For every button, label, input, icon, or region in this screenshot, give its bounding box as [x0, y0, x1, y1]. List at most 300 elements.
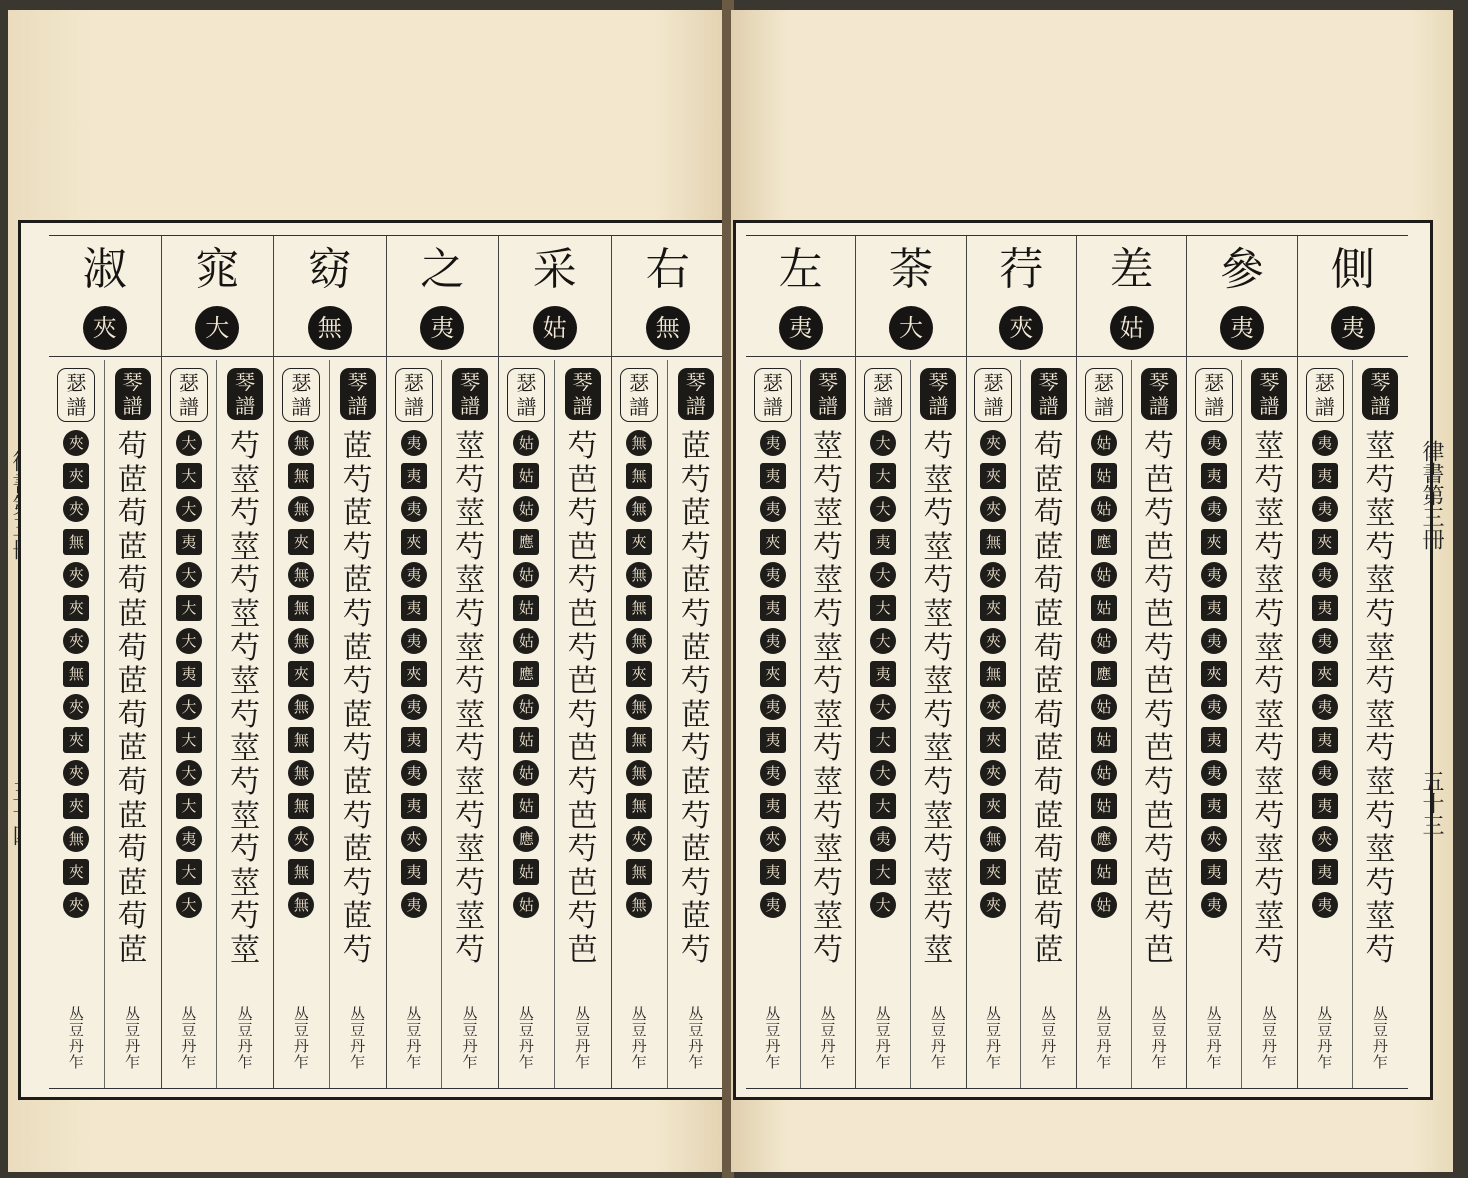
lyric-character: 差 [1109, 244, 1154, 295]
lyric-character: 右 [645, 244, 690, 295]
se-note: 夷 [401, 496, 427, 522]
se-note-sequence [760, 430, 786, 925]
se-note: 夷 [870, 661, 896, 687]
se-note: 姑 [1091, 562, 1117, 588]
se-notation-label: 瑟譜 [974, 368, 1012, 422]
se-note: 夾 [760, 826, 786, 852]
qin-tablature-text: 莖芍莖芍莖芍莖芍莖芍莖芍莖芍莖芍 [455, 429, 486, 968]
header-divider [274, 356, 386, 357]
se-note: 大 [870, 694, 896, 720]
se-note: 大 [176, 628, 202, 654]
se-note: 夾 [63, 892, 89, 918]
column-footer-label: 丛豆丹乍 [763, 1006, 782, 1070]
se-note: 夾 [980, 628, 1006, 654]
column-footer-label: 丛豆丹乍 [818, 1006, 837, 1070]
se-note: 無 [626, 727, 652, 753]
se-note: 夾 [63, 859, 89, 885]
left-score-panel [49, 235, 724, 1089]
se-note: 姑 [1091, 793, 1117, 819]
se-note: 夾 [1312, 826, 1338, 852]
se-note: 應 [513, 826, 539, 852]
se-note: 大 [176, 463, 202, 489]
se-note: 夷 [760, 430, 786, 456]
se-note: 大 [870, 595, 896, 621]
qin-notation-label: 琴譜 [920, 368, 956, 420]
column-footer-label: 丛豆丹乍 [629, 1006, 648, 1070]
se-note: 夾 [626, 826, 652, 852]
se-note: 無 [63, 826, 89, 852]
column-footer-label: 丛豆丹乍 [235, 1006, 254, 1070]
column-footer-label: 丛豆丹乍 [1204, 1006, 1223, 1070]
qin-notation-column [668, 360, 724, 1088]
se-notation-label: 瑟譜 [170, 368, 208, 422]
qin-notation-label: 琴譜 [340, 368, 376, 420]
right-print-block [733, 220, 1433, 1100]
se-note: 無 [980, 661, 1006, 687]
pitch-note-badge: 夷 [1331, 306, 1375, 350]
se-note: 夷 [760, 859, 786, 885]
se-note: 無 [288, 562, 314, 588]
se-note: 夷 [1312, 628, 1338, 654]
se-note-sequence [626, 430, 652, 925]
se-note: 夾 [626, 661, 652, 687]
right-page [731, 10, 1453, 1172]
column-footer-label: 丛豆丹乍 [516, 1006, 535, 1070]
se-note: 夾 [63, 562, 89, 588]
se-note: 夷 [1312, 496, 1338, 522]
qin-tablature-text: 苟茝苟茝苟茝苟茝苟茝苟茝苟茝苟茝 [1033, 429, 1064, 968]
se-note: 夷 [176, 529, 202, 555]
se-note: 無 [288, 760, 314, 786]
se-note: 姑 [1091, 595, 1117, 621]
se-notation-label: 瑟譜 [507, 368, 545, 422]
se-note: 夾 [1201, 826, 1227, 852]
column-footer-label: 丛豆丹乍 [1259, 1006, 1278, 1070]
se-note: 夷 [760, 628, 786, 654]
se-note: 無 [626, 892, 652, 918]
pitch-note-badge: 姑 [533, 306, 577, 350]
se-note: 大 [176, 892, 202, 918]
se-note: 無 [288, 496, 314, 522]
se-note: 夷 [1201, 562, 1227, 588]
se-note: 夷 [401, 694, 427, 720]
se-note: 夷 [1312, 892, 1338, 918]
se-note: 無 [288, 694, 314, 720]
se-note: 夾 [980, 727, 1006, 753]
pitch-note-badge: 夷 [779, 306, 823, 350]
se-note: 姑 [1091, 892, 1117, 918]
se-note: 夷 [1201, 859, 1227, 885]
qin-notation-column [1242, 360, 1297, 1088]
se-note: 無 [626, 496, 652, 522]
se-note: 無 [288, 430, 314, 456]
qin-notation-column [1353, 360, 1408, 1088]
se-note: 夾 [288, 661, 314, 687]
se-note-sequence [63, 430, 89, 925]
qin-tablature-text: 茝芍茝芍茝芍茝芍茝芍茝芍茝芍茝芍 [342, 429, 373, 968]
pitch-note-badge: 大 [195, 306, 239, 350]
se-note: 夾 [980, 562, 1006, 588]
se-note: 夾 [63, 463, 89, 489]
se-note: 無 [626, 595, 652, 621]
se-notation-label: 瑟譜 [282, 368, 320, 422]
se-note: 夾 [980, 430, 1006, 456]
se-note: 夷 [870, 529, 896, 555]
pitch-note-badge: 夾 [83, 306, 127, 350]
se-note: 姑 [1091, 496, 1117, 522]
column-footer-label: 丛豆丹乍 [66, 1006, 85, 1070]
se-note: 夾 [1201, 529, 1227, 555]
se-note: 姑 [1091, 430, 1117, 456]
se-note: 大 [176, 430, 202, 456]
se-note: 姑 [513, 628, 539, 654]
lyric-column [612, 236, 725, 1088]
se-notation-column [1077, 360, 1132, 1088]
column-footer-label: 丛豆丹乍 [291, 1006, 310, 1070]
se-note: 夷 [1312, 859, 1338, 885]
qin-notation-column [330, 360, 386, 1088]
se-notation-label: 瑟譜 [864, 368, 902, 422]
header-divider [499, 356, 611, 357]
se-note-sequence [176, 430, 202, 925]
qin-tablature-text: 芍芭芍芭芍芭芍芭芍芭芍芭芍芭芍芭 [1143, 429, 1174, 968]
lyric-character: 左 [778, 244, 823, 295]
se-note: 夷 [176, 661, 202, 687]
se-note: 大 [870, 793, 896, 819]
se-note: 大 [176, 793, 202, 819]
se-note: 姑 [1091, 760, 1117, 786]
se-note-sequence [288, 430, 314, 925]
se-note: 應 [1091, 529, 1117, 555]
se-note: 夷 [760, 793, 786, 819]
se-note: 夾 [980, 760, 1006, 786]
se-note: 夷 [1312, 595, 1338, 621]
se-notation-column [967, 360, 1022, 1088]
se-note: 夾 [63, 760, 89, 786]
right-score-panel [746, 235, 1408, 1089]
se-note: 大 [176, 562, 202, 588]
se-note: 大 [176, 859, 202, 885]
se-note: 大 [870, 727, 896, 753]
lyric-column [387, 236, 500, 1088]
lyric-character: 窈 [307, 244, 352, 295]
se-note: 夾 [401, 826, 427, 852]
se-note: 夾 [401, 529, 427, 555]
se-notation-column [162, 360, 218, 1088]
se-note: 姑 [1091, 694, 1117, 720]
se-note: 大 [870, 562, 896, 588]
header-divider [612, 356, 725, 357]
qin-notation-label: 琴譜 [1141, 368, 1177, 420]
se-note: 姑 [513, 562, 539, 588]
se-note: 夷 [1312, 430, 1338, 456]
se-note: 大 [176, 760, 202, 786]
qin-notation-label: 琴譜 [1251, 368, 1287, 420]
se-notation-column [499, 360, 555, 1088]
qin-notation-label: 琴譜 [565, 368, 601, 420]
qin-tablature-text: 莖芍莖芍莖芍莖芍莖芍莖芍莖芍莖芍 [812, 429, 843, 968]
se-notation-column [1298, 360, 1353, 1088]
se-note: 夷 [1312, 694, 1338, 720]
se-note: 無 [626, 859, 652, 885]
header-divider [1298, 356, 1408, 357]
se-note: 夷 [760, 727, 786, 753]
lyric-column [1298, 236, 1408, 1088]
se-note: 姑 [513, 496, 539, 522]
se-note: 夷 [401, 727, 427, 753]
se-notation-column [1187, 360, 1242, 1088]
qin-notation-column [442, 360, 498, 1088]
se-note: 應 [513, 529, 539, 555]
header-divider [856, 356, 965, 357]
se-note: 無 [980, 529, 1006, 555]
se-note: 應 [1091, 826, 1117, 852]
se-note: 無 [626, 430, 652, 456]
se-note: 夾 [1312, 661, 1338, 687]
pitch-note-badge: 大 [889, 306, 933, 350]
header-divider [1077, 356, 1186, 357]
se-note: 夷 [760, 562, 786, 588]
se-notation-column [612, 360, 668, 1088]
se-note: 夷 [760, 892, 786, 918]
lyric-character: 淑 [82, 244, 127, 295]
se-note: 夾 [760, 661, 786, 687]
se-notation-label: 瑟譜 [1085, 368, 1123, 422]
se-note: 姑 [513, 760, 539, 786]
qin-notation-label: 琴譜 [1031, 368, 1067, 420]
se-note: 大 [870, 760, 896, 786]
column-footer-label: 丛豆丹乍 [873, 1006, 892, 1070]
se-note: 夷 [1201, 694, 1227, 720]
qin-tablature-text: 茝芍茝芍茝芍茝芍茝芍茝芍茝芍茝芍 [680, 429, 711, 968]
se-note: 夾 [63, 694, 89, 720]
se-note: 夷 [1201, 793, 1227, 819]
pitch-note-badge: 姑 [1110, 306, 1154, 350]
lyric-column [499, 236, 612, 1088]
se-note: 大 [870, 892, 896, 918]
qin-tablature-text: 苟茝苟茝苟茝苟茝苟茝苟茝苟茝苟茝 [117, 429, 148, 968]
se-note: 姑 [513, 727, 539, 753]
se-note: 夷 [1312, 793, 1338, 819]
qin-notation-label: 琴譜 [1362, 368, 1398, 420]
column-footer-label: 丛豆丹乍 [928, 1006, 947, 1070]
se-notation-column [387, 360, 443, 1088]
lyric-character: 荇 [999, 244, 1044, 295]
se-note: 姑 [513, 463, 539, 489]
se-note: 夾 [626, 529, 652, 555]
pitch-note-badge: 夷 [1220, 306, 1264, 350]
header-divider [387, 356, 499, 357]
qin-tablature-text: 芍芭芍芭芍芭芍芭芍芭芍芭芍芭芍芭 [567, 429, 598, 968]
se-note: 夾 [63, 793, 89, 819]
lyric-character: 采 [532, 244, 577, 295]
se-note: 夷 [401, 430, 427, 456]
se-note: 夾 [980, 859, 1006, 885]
se-note: 夷 [401, 595, 427, 621]
column-footer-label: 丛豆丹乍 [1094, 1006, 1113, 1070]
lyric-column [162, 236, 275, 1088]
se-note: 夾 [1312, 529, 1338, 555]
lyric-column [1187, 236, 1297, 1088]
se-notation-label: 瑟譜 [57, 368, 95, 422]
column-footer-label: 丛豆丹乍 [1039, 1006, 1058, 1070]
qin-notation-column [105, 360, 161, 1088]
se-note: 大 [870, 628, 896, 654]
se-note: 姑 [513, 694, 539, 720]
se-note: 夷 [1312, 727, 1338, 753]
qin-notation-column [217, 360, 273, 1088]
se-note: 夷 [1201, 760, 1227, 786]
qin-notation-column [911, 360, 966, 1088]
pitch-note-badge: 夷 [420, 306, 464, 350]
se-note: 姑 [513, 430, 539, 456]
se-note: 夷 [401, 892, 427, 918]
lyric-column [274, 236, 387, 1088]
se-note: 姑 [1091, 727, 1117, 753]
se-note: 大 [176, 595, 202, 621]
column-footer-label: 丛豆丹乍 [1149, 1006, 1168, 1070]
se-note-sequence [1312, 430, 1338, 925]
se-note: 夾 [1201, 661, 1227, 687]
header-divider [49, 356, 161, 357]
se-notation-column [274, 360, 330, 1088]
se-note: 無 [288, 595, 314, 621]
se-note: 夷 [760, 595, 786, 621]
se-note: 夾 [980, 595, 1006, 621]
se-note-sequence [980, 430, 1006, 925]
se-note: 無 [288, 793, 314, 819]
qin-notation-column [555, 360, 611, 1088]
se-note: 夾 [63, 430, 89, 456]
lyric-column [967, 236, 1077, 1088]
column-footer-label: 丛豆丹乍 [686, 1006, 705, 1070]
lyric-character: 側 [1330, 244, 1375, 295]
header-divider [1187, 356, 1296, 357]
se-note: 無 [626, 463, 652, 489]
left-page [8, 10, 724, 1172]
se-note: 夷 [1312, 463, 1338, 489]
se-note: 大 [176, 727, 202, 753]
se-note: 夷 [870, 826, 896, 852]
se-note: 夾 [980, 496, 1006, 522]
qin-notation-label: 琴譜 [810, 368, 846, 420]
se-note: 夷 [760, 496, 786, 522]
se-note: 夷 [401, 760, 427, 786]
qin-notation-label: 琴譜 [115, 368, 151, 420]
se-notation-label: 瑟譜 [395, 368, 433, 422]
lyric-column [856, 236, 966, 1088]
se-note: 夷 [760, 463, 786, 489]
se-note: 無 [626, 628, 652, 654]
se-note: 大 [176, 496, 202, 522]
se-note: 夾 [980, 793, 1006, 819]
se-note: 夷 [1201, 595, 1227, 621]
se-note: 姑 [1091, 628, 1117, 654]
qin-notation-column [1021, 360, 1076, 1088]
se-note: 夷 [1312, 760, 1338, 786]
qin-notation-column [801, 360, 856, 1088]
se-note: 大 [870, 430, 896, 456]
lyric-character: 參 [1219, 244, 1264, 295]
se-note: 無 [626, 793, 652, 819]
se-note: 無 [626, 562, 652, 588]
se-note: 夷 [1201, 892, 1227, 918]
se-note: 姑 [513, 859, 539, 885]
se-note: 夷 [1312, 562, 1338, 588]
se-note: 無 [626, 694, 652, 720]
se-note: 夷 [401, 628, 427, 654]
se-notation-label: 瑟譜 [620, 368, 658, 422]
se-note: 無 [63, 529, 89, 555]
qin-notation-column [1132, 360, 1187, 1088]
se-note: 大 [870, 859, 896, 885]
qin-notation-label: 琴譜 [227, 368, 263, 420]
se-note-sequence [401, 430, 427, 925]
lyric-column [746, 236, 856, 1088]
se-note: 夷 [1201, 430, 1227, 456]
se-note: 夾 [980, 463, 1006, 489]
right-margin-page: 五十三 [1419, 770, 1444, 836]
se-note: 夾 [288, 529, 314, 555]
se-notation-label: 瑟譜 [1195, 368, 1233, 422]
pitch-note-badge: 夾 [999, 306, 1043, 350]
column-footer-label: 丛豆丹乍 [573, 1006, 592, 1070]
header-divider [162, 356, 274, 357]
qin-notation-label: 琴譜 [678, 368, 714, 420]
se-note: 姑 [513, 892, 539, 918]
se-note: 夾 [760, 529, 786, 555]
column-footer-label: 丛豆丹乍 [460, 1006, 479, 1070]
header-divider [967, 356, 1076, 357]
se-note: 夷 [1201, 463, 1227, 489]
se-note: 夷 [401, 562, 427, 588]
se-note: 應 [1091, 661, 1117, 687]
lyric-character: 窕 [195, 244, 240, 295]
column-footer-label: 丛豆丹乍 [983, 1006, 1002, 1070]
se-note: 姑 [513, 793, 539, 819]
se-notation-column [49, 360, 105, 1088]
se-note: 無 [288, 859, 314, 885]
se-note: 姑 [1091, 463, 1117, 489]
se-note: 姑 [1091, 859, 1117, 885]
se-notation-column [856, 360, 911, 1088]
se-note: 姑 [513, 595, 539, 621]
se-note: 夾 [63, 628, 89, 654]
se-note: 夾 [401, 661, 427, 687]
column-footer-label: 丛豆丹乍 [179, 1006, 198, 1070]
se-notation-column [746, 360, 801, 1088]
column-footer-label: 丛豆丹乍 [1370, 1006, 1389, 1070]
se-note: 夷 [401, 793, 427, 819]
se-note-sequence [1201, 430, 1227, 925]
column-footer-label: 丛豆丹乍 [404, 1006, 423, 1070]
se-note: 夷 [760, 694, 786, 720]
se-note: 無 [63, 661, 89, 687]
se-note: 夾 [63, 727, 89, 753]
se-note: 無 [288, 463, 314, 489]
column-footer-label: 丛豆丹乍 [348, 1006, 367, 1070]
lyric-column [49, 236, 162, 1088]
se-note-sequence [513, 430, 539, 925]
se-note: 夷 [1201, 628, 1227, 654]
se-note: 大 [176, 694, 202, 720]
se-note: 夾 [63, 595, 89, 621]
se-note: 無 [288, 628, 314, 654]
se-note-sequence [1091, 430, 1117, 925]
se-note: 夷 [176, 826, 202, 852]
qin-tablature-text: 莖芍莖芍莖芍莖芍莖芍莖芍莖芍莖芍 [1365, 429, 1396, 968]
lyric-character: 荼 [888, 244, 933, 295]
